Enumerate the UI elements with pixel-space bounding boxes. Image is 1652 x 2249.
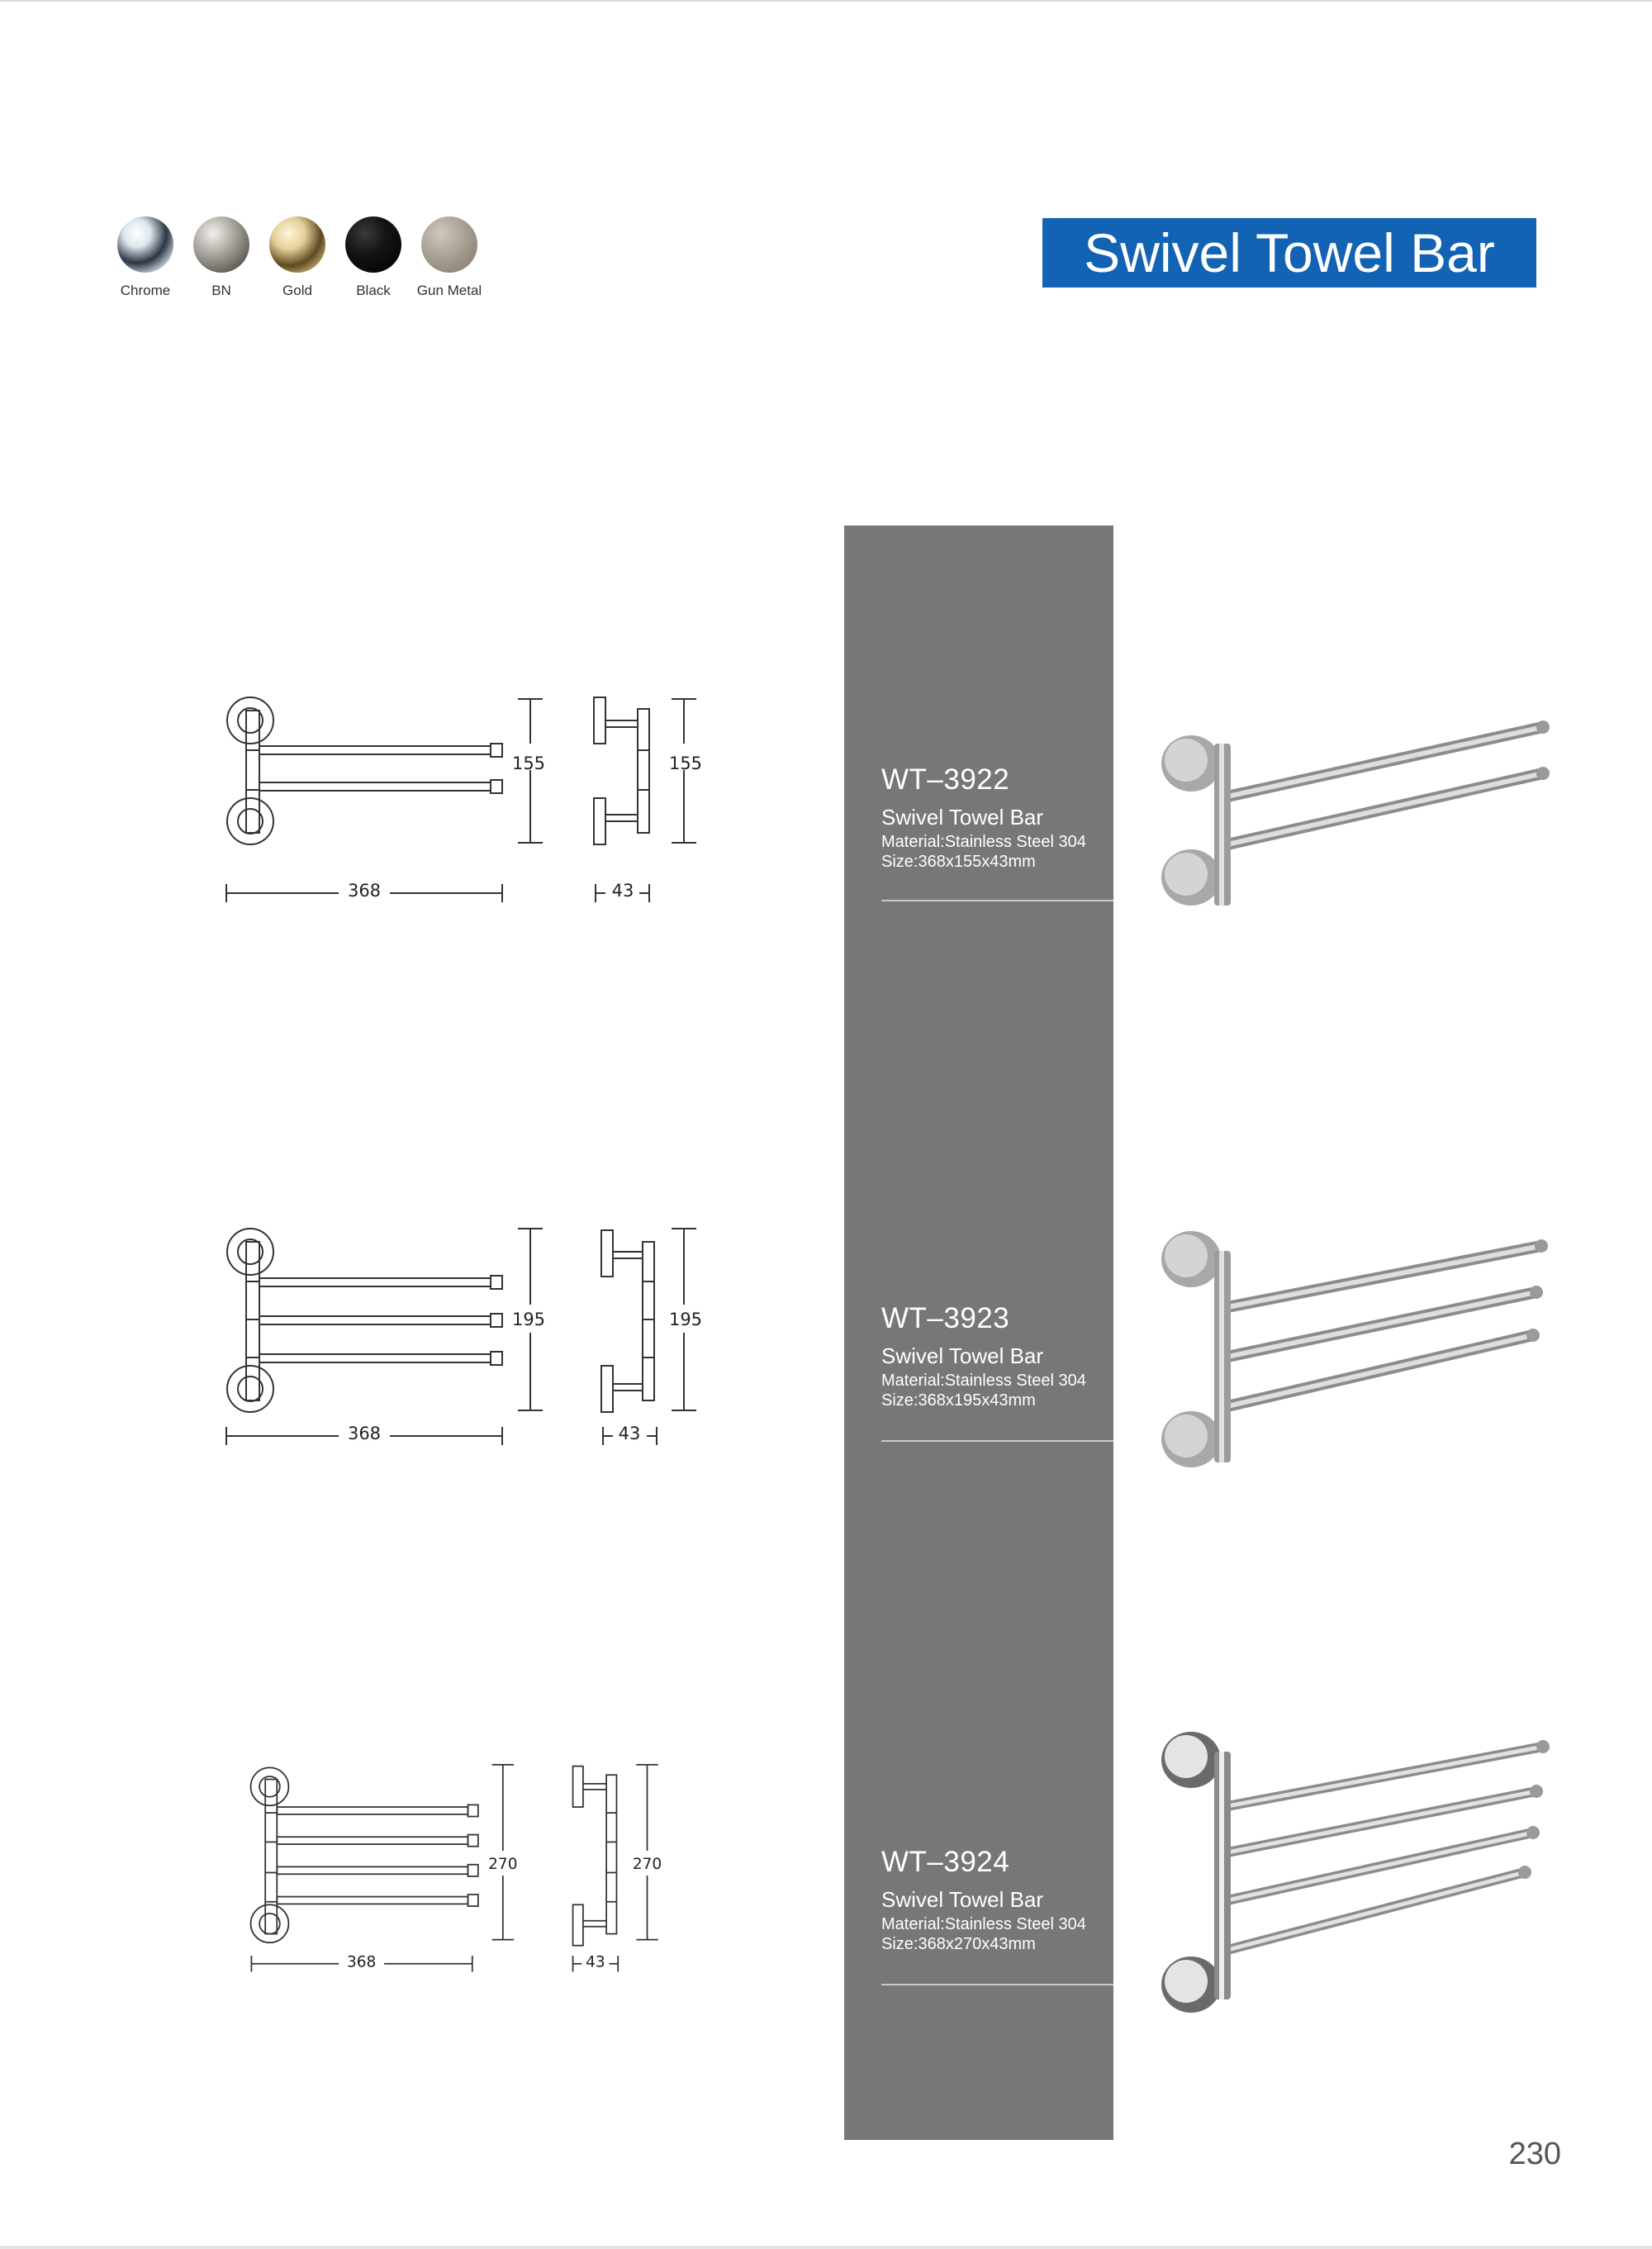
technical-drawing-wt-3923: [0, 1209, 743, 1457]
size-spec: Size:368x195x43mm: [881, 1391, 1036, 1410]
chrome-swatch-icon: [117, 216, 173, 273]
finish-black: [335, 216, 411, 299]
model-number: WT–3922: [881, 763, 1010, 796]
product-name: Swivel Towel Bar: [881, 805, 1044, 830]
model-number: WT–3924: [881, 1846, 1010, 1878]
finish-label: BN: [211, 283, 231, 298]
product-photo-wt-3922: [1148, 653, 1561, 983]
black-swatch-icon: [345, 216, 401, 273]
page-number: 230: [1508, 2137, 1561, 2171]
width-dimension: 368: [347, 881, 382, 901]
size-spec: Size:368x155x43mm: [881, 853, 1036, 871]
product-photo-wt-3923: [1148, 1182, 1561, 1512]
bottom-rule: [0, 2246, 1652, 2249]
height-dimension: 270: [488, 1856, 518, 1874]
finish-chrome: [107, 216, 183, 299]
model-number: WT–3923: [881, 1302, 1010, 1334]
finish-label: Gold: [282, 283, 312, 298]
product-info-wt-3923: [881, 1301, 1113, 1410]
finish-label: Gun Metal: [416, 283, 482, 298]
side-height-dimension: 270: [632, 1856, 662, 1874]
depth-dimension: 43: [618, 1424, 641, 1443]
material-spec: Material:Stainless Steel 304: [881, 1915, 1086, 1933]
depth-dimension: 43: [611, 881, 634, 901]
size-spec: Size:368x270x43mm: [881, 1935, 1036, 1953]
divider: [881, 900, 1113, 901]
finish-label: Chrome: [120, 283, 171, 298]
side-height-dimension: 155: [668, 754, 703, 773]
gold-swatch-icon: [269, 216, 325, 273]
side-height-dimension: 195: [668, 1310, 703, 1329]
finish-label: Black: [356, 283, 391, 298]
divider: [881, 1440, 1113, 1442]
technical-drawing-wt-3922: [0, 678, 743, 925]
top-rule: [0, 0, 1652, 2]
gun-metal-swatch-icon: [421, 216, 477, 273]
product-name: Swivel Towel Bar: [881, 1343, 1044, 1368]
depth-dimension: 43: [586, 1953, 605, 1971]
height-dimension: 195: [511, 1310, 546, 1329]
divider: [881, 1984, 1113, 1985]
material-spec: Material:Stainless Steel 304: [881, 1372, 1086, 1390]
material-spec: Material:Stainless Steel 304: [881, 833, 1086, 851]
width-dimension: 368: [347, 1424, 382, 1443]
technical-drawing-wt-3924: [0, 1752, 743, 1999]
finish-bn: [183, 216, 259, 299]
finish-gun-metal: [411, 216, 487, 299]
product-info-wt-3924: [881, 1845, 1113, 1954]
product-photo-wt-3924: [1148, 1705, 1561, 2036]
bn-swatch-icon: [193, 216, 249, 273]
product-info-wt-3922: [881, 763, 1113, 872]
height-dimension: 155: [511, 754, 546, 773]
product-name: Swivel Towel Bar: [881, 1887, 1044, 1912]
finish-swatches: [107, 216, 496, 307]
page-title: Swivel Towel Bar: [1042, 218, 1536, 288]
finish-gold: [259, 216, 335, 299]
width-dimension: 368: [346, 1953, 377, 1971]
